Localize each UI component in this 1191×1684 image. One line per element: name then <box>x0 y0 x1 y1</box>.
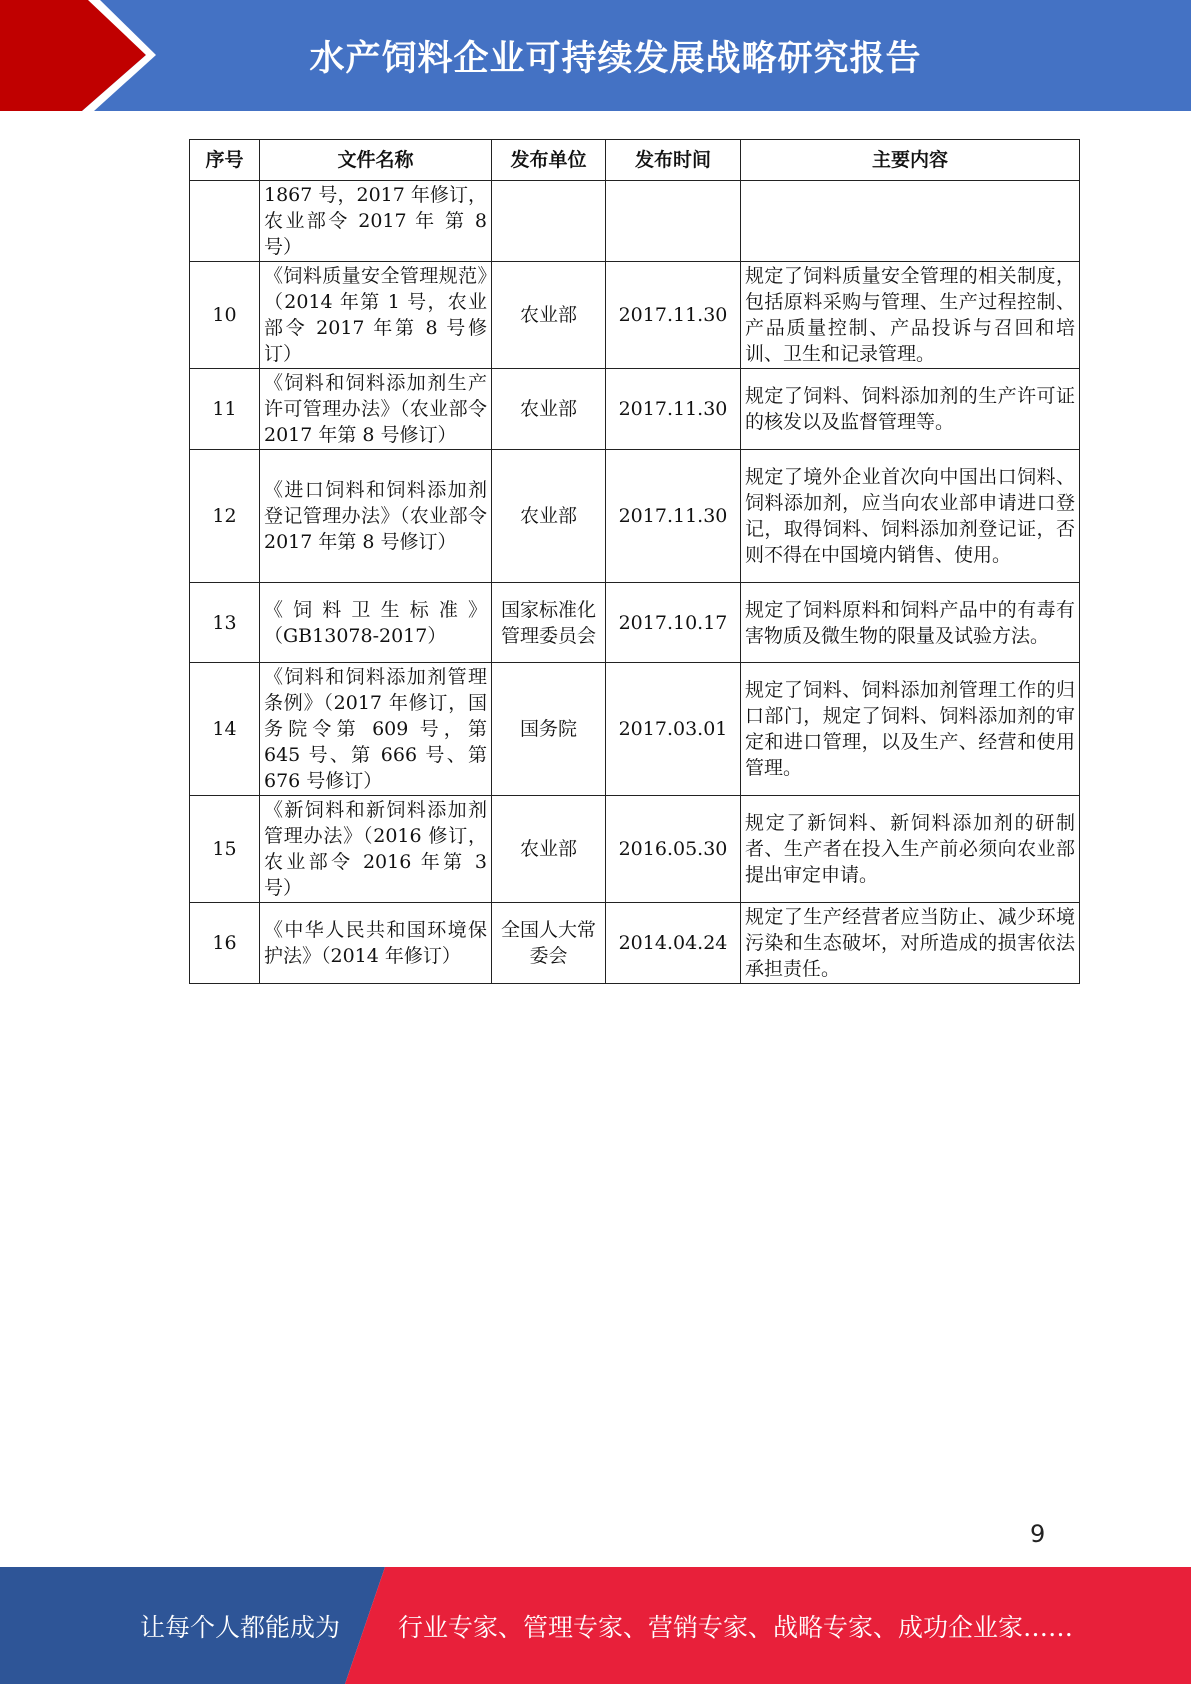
column-header-no: 序号 <box>190 140 260 181</box>
cell-no: 10 <box>190 262 260 369</box>
cell-no: 16 <box>190 903 260 984</box>
cell-name: 1867 号，2017 年修订，农业部令 2017 年 第 8 号） <box>260 181 492 262</box>
table-header-row <box>190 140 1080 181</box>
table-row <box>190 903 1080 984</box>
cell-content: 规定了新饲料、新饲料添加剂的研制者、生产者在投入生产前必须向农业部提出审定申请。 <box>741 796 1080 903</box>
cell-date: 2017.10.17 <box>606 583 741 663</box>
table-row <box>190 663 1080 796</box>
cell-date <box>606 181 741 262</box>
footer-banner <box>0 1567 1191 1684</box>
cell-name: 《进口饲料和饲料添加剂登记管理办法》（农业部令 2017 年第 8 号修订） <box>260 450 492 583</box>
column-header-name: 文件名称 <box>260 140 492 181</box>
cell-content: 规定了饲料、饲料添加剂的生产许可证的核发以及监督管理等。 <box>741 369 1080 450</box>
cell-date: 2017.11.30 <box>606 450 741 583</box>
column-header-issuer: 发布单位 <box>492 140 606 181</box>
cell-issuer: 农业部 <box>492 796 606 903</box>
table-row <box>190 181 1080 262</box>
page-number: 9 <box>1030 1520 1046 1548</box>
cell-issuer: 农业部 <box>492 262 606 369</box>
cell-date: 2017.03.01 <box>606 663 741 796</box>
cell-no: 11 <box>190 369 260 450</box>
cell-issuer <box>492 181 606 262</box>
cell-date: 2016.05.30 <box>606 796 741 903</box>
cell-date: 2017.11.30 <box>606 262 741 369</box>
table-row <box>190 450 1080 583</box>
cell-no: 14 <box>190 663 260 796</box>
footer-slogan-left: 让每个人都能成为 <box>140 1612 341 1642</box>
cell-name: 《饲料和饲料添加剂管理条例》（2017 年修订，国务院令第 609 号，第 645 号、第 666 号、第 676 号修订） <box>260 663 492 796</box>
cell-name: 《新饲料和新饲料添加剂管理办法》（2016 修订，农业部令 2016 年第 3 号） <box>260 796 492 903</box>
cell-issuer: 国务院 <box>492 663 606 796</box>
cell-date: 2017.11.30 <box>606 369 741 450</box>
table-row <box>190 796 1080 903</box>
footer-slogan-right: 行业专家、管理专家、营销专家、战略专家、成功企业家…… <box>398 1612 1074 1642</box>
cell-issuer: 农业部 <box>492 369 606 450</box>
cell-content: 规定了生产经营者应当防止、减少环境污染和生态破坏，对所造成的损害依法承担责任。 <box>741 903 1080 984</box>
cell-issuer: 全国人大常委会 <box>492 903 606 984</box>
header-banner <box>0 0 1191 111</box>
column-header-content: 主要内容 <box>741 140 1080 181</box>
cell-content <box>741 181 1080 262</box>
cell-name: 《饲料和饲料添加剂生产许可管理办法》（农业部令 2017 年第 8 号修订） <box>260 369 492 450</box>
cell-date: 2014.04.24 <box>606 903 741 984</box>
cell-no: 13 <box>190 583 260 663</box>
cell-issuer: 农业部 <box>492 450 606 583</box>
cell-content: 规定了饲料、饲料添加剂管理工作的归口部门，规定了饲料、饲料添加剂的审定和进口管理，以及生产、经营和使用管理。 <box>741 663 1080 796</box>
cell-content: 规定了境外企业首次向中国出口饲料、饲料添加剂，应当向农业部申请进口登记，取得饲料、饲料添加剂登记证，否则不得在中国境内销售、使用。 <box>741 450 1080 583</box>
table-row <box>190 369 1080 450</box>
regulations-table <box>189 139 1080 984</box>
cell-no: 15 <box>190 796 260 903</box>
cell-issuer: 国家标准化管理委员会 <box>492 583 606 663</box>
report-title: 水产饲料企业可持续发展战略研究报告 <box>309 38 922 79</box>
cell-name: 《中华人民共和国环境保护法》（2014 年修订） <box>260 903 492 984</box>
cell-no: 12 <box>190 450 260 583</box>
table-row <box>190 262 1080 369</box>
table-row <box>190 583 1080 663</box>
cell-no <box>190 181 260 262</box>
cell-content: 规定了饲料质量安全管理的相关制度，包括原料采购与管理、生产过程控制、产品质量控制、产品投诉与召回和培训、卫生和记录管理。 <box>741 262 1080 369</box>
column-header-date: 发布时间 <box>606 140 741 181</box>
red-arrow-shape <box>0 0 146 111</box>
cell-name: 《饲料质量安全管理规范》（2014 年第 1 号，农业部令 2017 年第 8 号修订） <box>260 262 492 369</box>
cell-name: 《饲料卫生标准》（GB13078-2017） <box>260 583 492 663</box>
cell-content: 规定了饲料原料和饲料产品中的有毒有害物质及微生物的限量及试验方法。 <box>741 583 1080 663</box>
